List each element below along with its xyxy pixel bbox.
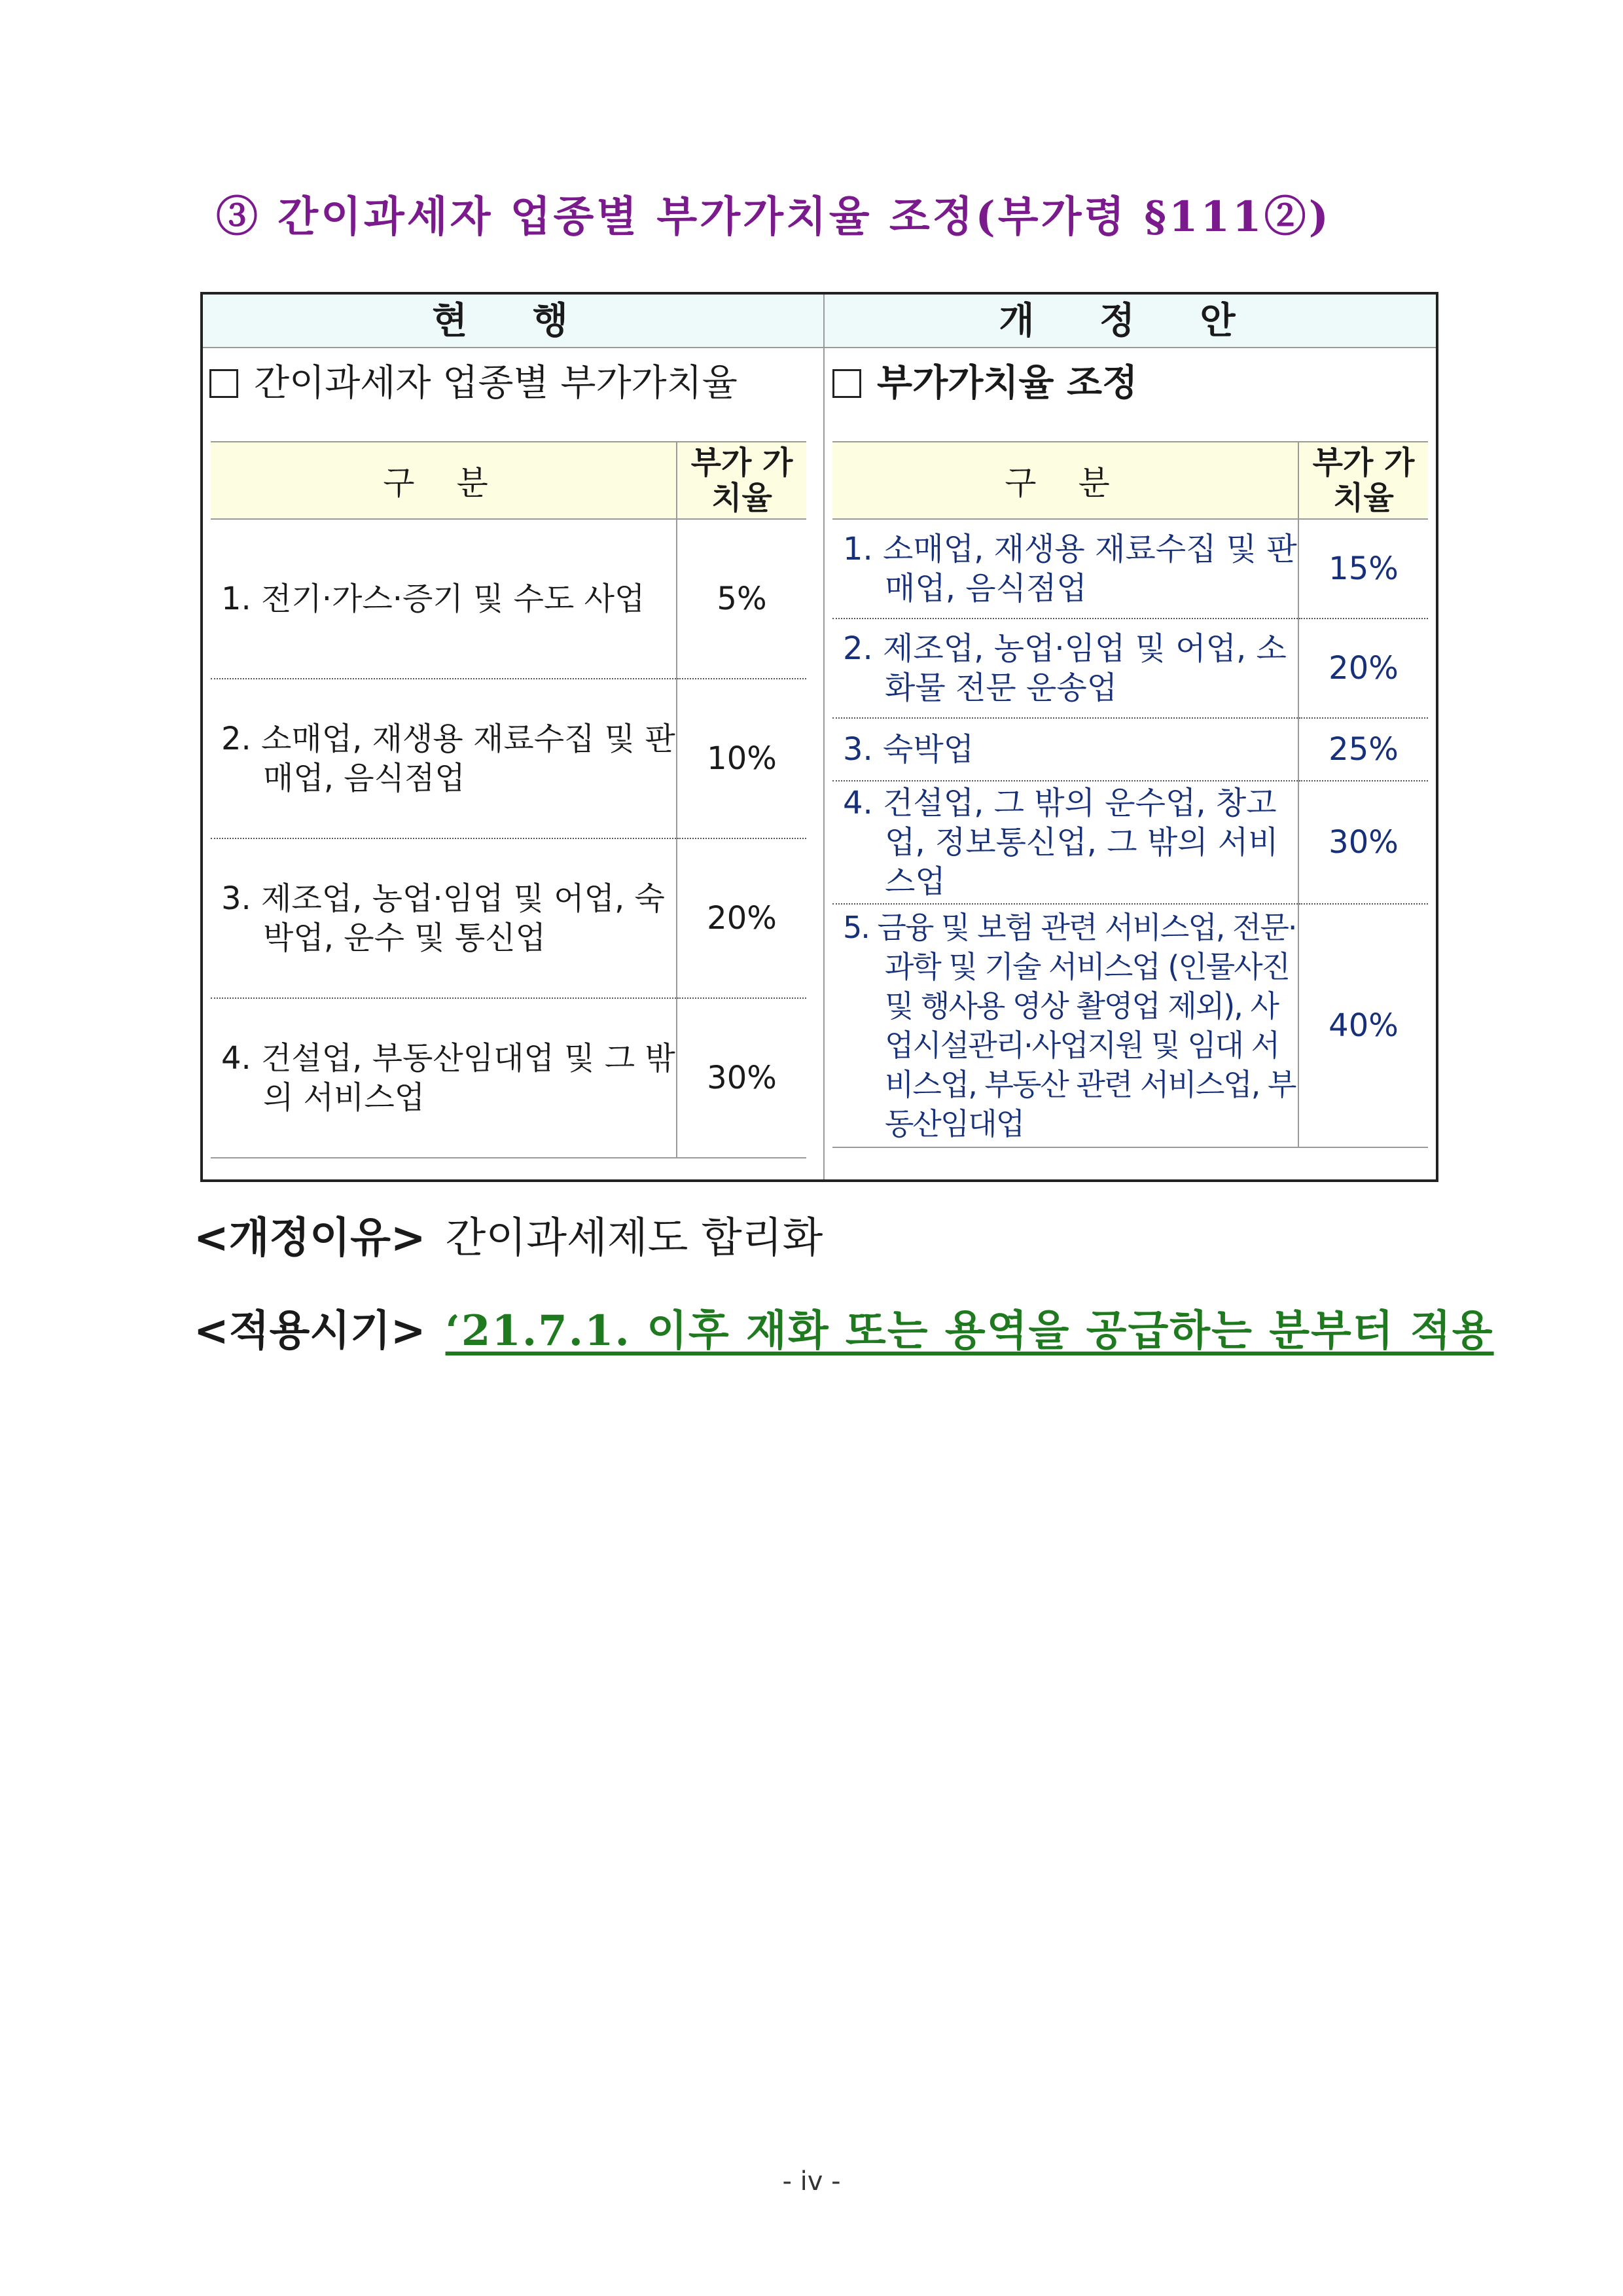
category-cell: 3. 제조업, 농업·임업 및 어업, 숙박업, 운수 및 통신업 bbox=[211, 838, 677, 998]
application-period bbox=[194, 1297, 1494, 1357]
table-row bbox=[832, 718, 1428, 781]
category-header: 구 분 bbox=[832, 442, 1298, 519]
proposed-rate-table bbox=[832, 441, 1428, 1148]
category-cell: 3. 숙박업 bbox=[832, 718, 1298, 781]
rate-header: 부가 가치율 bbox=[677, 442, 806, 519]
category-cell: 1. 전기·가스·증기 및 수도 사업 bbox=[211, 519, 677, 679]
comparison-table bbox=[200, 292, 1438, 1182]
rate-cell: 10% bbox=[677, 679, 806, 838]
category-cell: 4. 건설업, 그 밖의 운수업, 창고업, 정보통신업, 그 밖의 서비스업 bbox=[832, 781, 1298, 904]
proposed-section-title bbox=[832, 357, 1137, 410]
table-row bbox=[211, 998, 806, 1158]
table-header-row bbox=[832, 442, 1428, 519]
rate-cell: 30% bbox=[677, 998, 806, 1158]
proposed-column-header: 개 정 안 bbox=[825, 295, 1436, 348]
reason-value: 간이과세제도 합리화 bbox=[445, 1214, 823, 1263]
rate-header: 부가 가치율 bbox=[1298, 442, 1428, 519]
table-row bbox=[211, 519, 806, 679]
checkbox-square-icon bbox=[209, 369, 238, 398]
rate-cell: 20% bbox=[1298, 619, 1428, 718]
table-row bbox=[832, 904, 1428, 1147]
rate-cell: 20% bbox=[677, 838, 806, 998]
category-cell: 5. 금융 및 보험 관련 서비스업, 전문·과학 및 기술 서비스업 (인물사진 및 행사용 영상 촬영업 제외), 사업시설관리·사업지원 및 임대 서비스업, 부동산 관련 서비스업, 부동산임대업 bbox=[832, 904, 1298, 1147]
current-section-title bbox=[209, 357, 738, 410]
checkbox-square-icon bbox=[832, 369, 861, 398]
reason-label: <개정이유> bbox=[194, 1214, 426, 1263]
current-column-header: 현 행 bbox=[203, 295, 823, 348]
rate-cell: 5% bbox=[677, 519, 806, 679]
table-row bbox=[832, 519, 1428, 619]
rate-cell: 40% bbox=[1298, 904, 1428, 1147]
current-title-text: 간이과세자 업종별 부가가치율 bbox=[254, 362, 738, 404]
column-divider bbox=[823, 295, 825, 1179]
category-cell: 4. 건설업, 부동산임대업 및 그 밖의 서비스업 bbox=[211, 998, 677, 1158]
category-cell: 2. 제조업, 농업·임업 및 어업, 소화물 전문 운송업 bbox=[832, 619, 1298, 718]
table-row bbox=[832, 781, 1428, 904]
rate-cell: 30% bbox=[1298, 781, 1428, 904]
section-heading: ③ 간이과세자 업종별 부가가치율 조정(부가령 §111②) bbox=[216, 192, 1331, 242]
table-header-row bbox=[211, 442, 806, 519]
category-cell: 2. 소매업, 재생용 재료수집 및 판매업, 음식점업 bbox=[211, 679, 677, 838]
rate-cell: 15% bbox=[1298, 519, 1428, 619]
proposed-title-text: 부가가치율 조정 bbox=[877, 362, 1138, 404]
table-row bbox=[211, 838, 806, 998]
table-row bbox=[832, 619, 1428, 718]
amendment-reason bbox=[194, 1204, 823, 1265]
current-rate-table bbox=[211, 441, 806, 1158]
page-number: - iv - bbox=[782, 2166, 841, 2197]
apply-value: ‘21.7.1. 이후 재화 또는 용역을 공급하는 분부터 적용 bbox=[445, 1306, 1494, 1355]
category-cell: 1. 소매업, 재생용 재료수집 및 판매업, 음식점업 bbox=[832, 519, 1298, 619]
table-row bbox=[211, 679, 806, 838]
rate-cell: 25% bbox=[1298, 718, 1428, 781]
apply-label: <적용시기> bbox=[194, 1307, 426, 1355]
category-header: 구 분 bbox=[211, 442, 677, 519]
